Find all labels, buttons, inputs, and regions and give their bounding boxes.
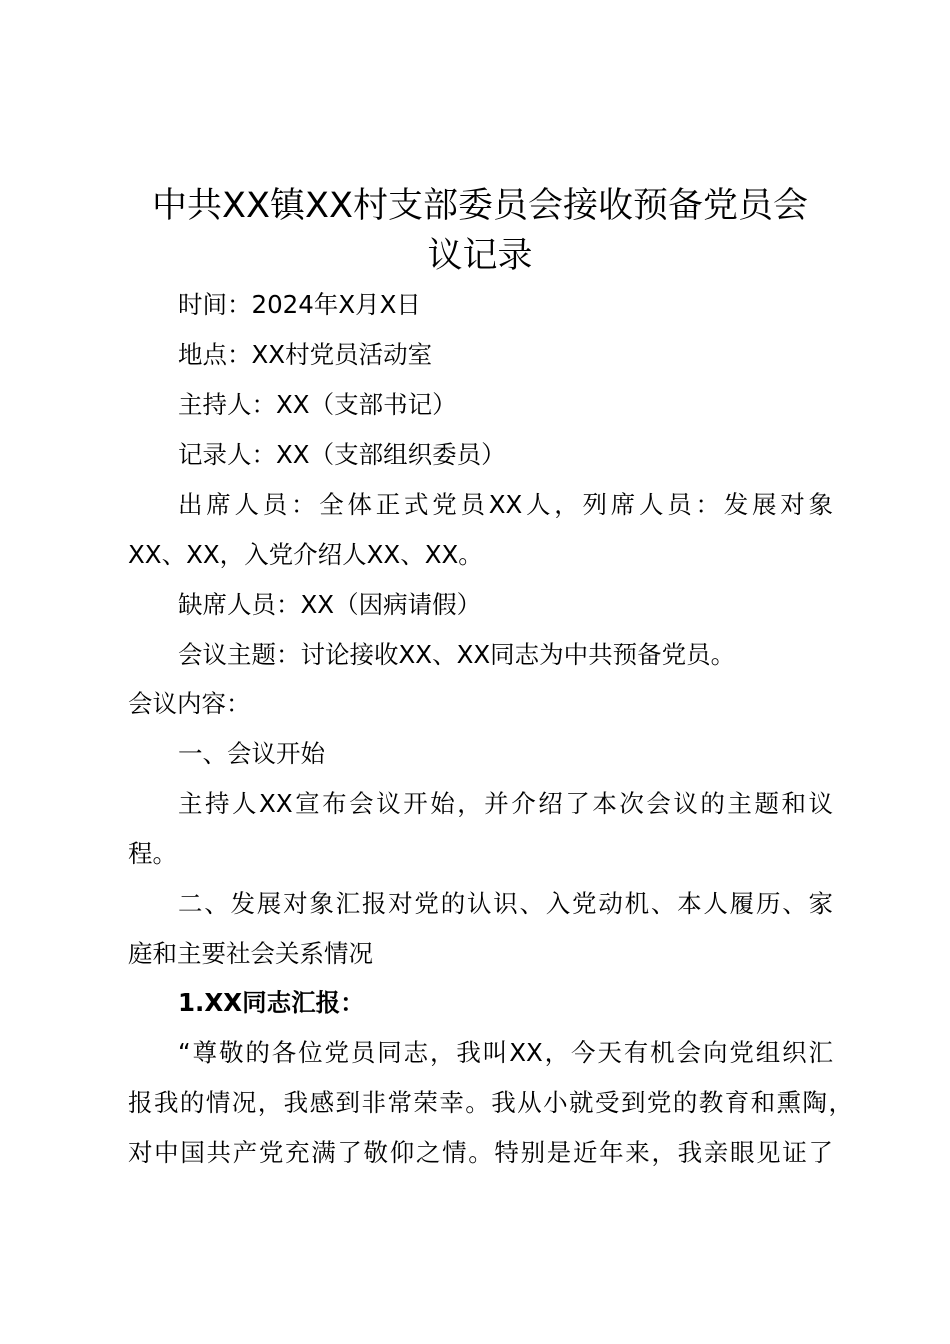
meeting-absent: 缺席人员：XX（因病请假） [178, 590, 482, 619]
section-1-heading: 一、会议开始 [178, 739, 325, 768]
section-1-body-line-1: 主持人XX宣布会议开始，并介绍了本次会议的主题和议 [178, 789, 833, 818]
meeting-content-label: 会议内容： [128, 689, 251, 718]
meeting-place: 地点：XX村党员活动室 [178, 340, 433, 369]
subsection-1-heading: 1.XX同志汇报： [178, 988, 365, 1017]
meeting-attendees-line-1: 出席人员：全体正式党员XX人，列席人员：发展对象 [178, 490, 833, 519]
section-2-heading-line-1: 二、发展对象汇报对党的认识、入党动机、本人履历、家 [178, 889, 833, 918]
meeting-recorder: 记录人：XX（支部组织委员） [178, 440, 506, 469]
meeting-host: 主持人：XX（支部书记） [178, 390, 457, 419]
meeting-attendees-line-2: XX、XX，入党介绍人XX、XX。 [128, 540, 483, 569]
section-1-body-line-2: 程。 [128, 839, 177, 868]
report-line-2: 报我的情况，我感到非常荣幸。我从小就受到党的教育和熏陶， [128, 1088, 853, 1117]
meeting-time: 时间：2024年X月X日 [178, 290, 421, 319]
meeting-theme: 会议主题：讨论接收XX、XX同志为中共预备党员。 [178, 640, 736, 669]
document-title-line-2: 议记录 [427, 236, 533, 276]
report-line-1: “尊敬的各位党员同志，我叫XX，今天有机会向党组织汇 [178, 1038, 833, 1067]
report-line-3: 对中国共产党充满了敬仰之情。特别是近年来，我亲眼见证了 [128, 1138, 833, 1167]
section-2-heading-line-2: 庭和主要社会关系情况 [128, 939, 373, 968]
document-title-line-1: 中共XX镇XX村支部委员会接收预备党员会 [152, 186, 808, 226]
